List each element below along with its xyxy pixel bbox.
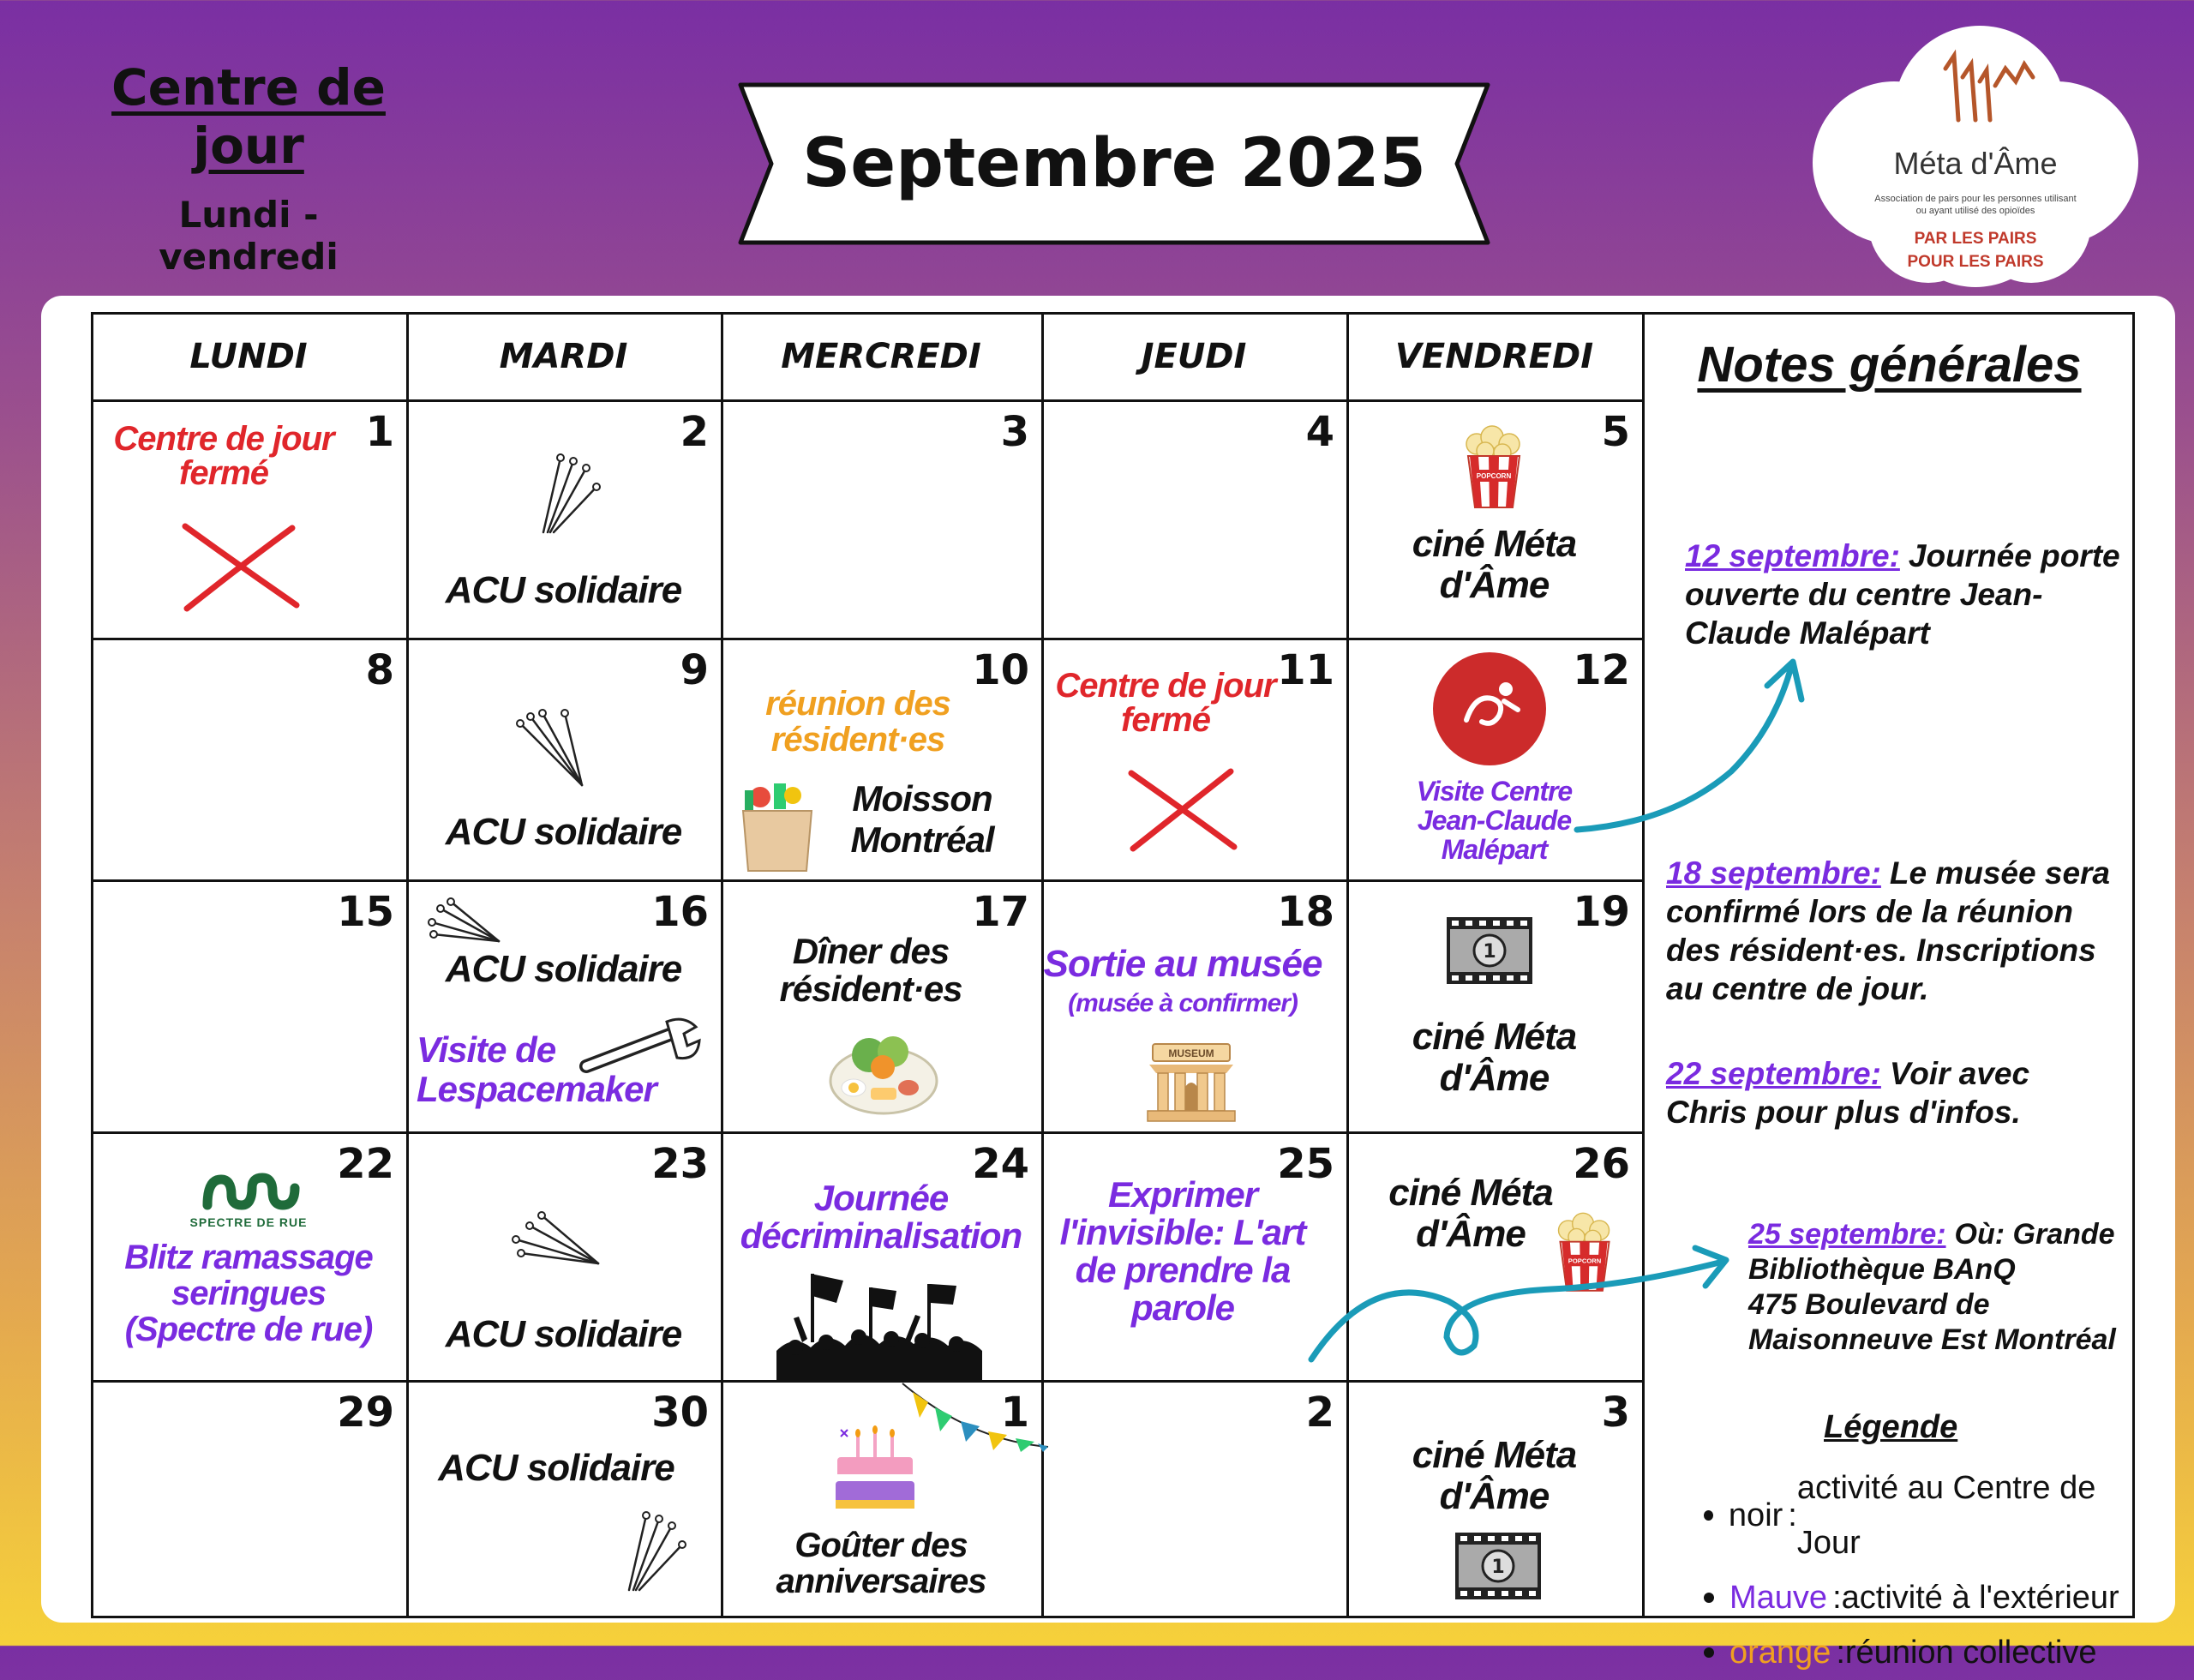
- event-acu: ACU solidaire: [445, 948, 682, 990]
- day-number: 1: [1000, 1389, 1029, 1437]
- acupuncture-needles-icon: [535, 451, 603, 537]
- legend-item-purple: [1704, 1570, 2135, 1625]
- day-cell-18: [1041, 879, 1346, 1131]
- day-cell-19: [1346, 879, 1642, 1131]
- wrench-icon: [578, 1017, 706, 1085]
- event-cine-line2: d'Âme: [1439, 564, 1550, 606]
- bunting-icon: [901, 1380, 1050, 1452]
- event-closed-line2: fermé: [179, 454, 268, 492]
- legend-sep: :: [1832, 1580, 1842, 1616]
- event-visite-line3: Malépart: [1441, 834, 1548, 865]
- event-exprimer-line2: l'invisible: L'art: [1059, 1212, 1306, 1252]
- legend-item-orange: [1704, 1625, 2135, 1680]
- day-cell-3: [721, 399, 1041, 638]
- event-gouter-line2: anniversaires: [776, 1563, 986, 1600]
- weekday-header-mercredi: MERCREDI: [781, 337, 981, 376]
- note-line: Claude Malépart: [1685, 615, 1930, 651]
- event-closed-line2: fermé: [1121, 701, 1210, 739]
- svg-text:MUSEUM: MUSEUM: [1168, 1047, 1214, 1059]
- day-cell-11: [1041, 638, 1346, 879]
- day-number: 17: [972, 888, 1029, 936]
- day-number: 30: [651, 1389, 709, 1437]
- legend-sep: :: [1836, 1635, 1845, 1671]
- day-cell-oct-2: [1041, 1380, 1346, 1618]
- day-number: 18: [1277, 888, 1334, 936]
- event-gouter-line1: Goûter des: [794, 1527, 968, 1564]
- museum-icon: [1144, 1034, 1238, 1125]
- event-moisson-line2: Montréal: [850, 819, 994, 860]
- event-closed-line1: Centre de jour: [1055, 667, 1276, 705]
- day-cell-4: [1041, 399, 1346, 638]
- note-line: Chris pour plus d'infos.: [1666, 1095, 2021, 1130]
- day-cell-25: [1041, 1131, 1346, 1380]
- day-cell-10: [721, 638, 1041, 879]
- day-number: 8: [365, 646, 394, 694]
- event-exprimer: [1041, 1176, 1324, 1327]
- logo-tagline-1: PAR LES PAIRS: [1914, 230, 2037, 248]
- logo-tagline: [1800, 227, 2151, 273]
- event-acu: ACU solidaire: [445, 1313, 682, 1355]
- event-cine-line1: ciné Méta: [1412, 1016, 1577, 1058]
- event-exprimer-line1: Exprimer: [1107, 1174, 1258, 1215]
- legend-list: [1704, 1461, 2135, 1680]
- month-title: Septembre 2025: [802, 125, 1426, 202]
- event-acu: ACU solidaire: [445, 569, 682, 611]
- day-cell-24: [721, 1131, 1041, 1380]
- day-cell-9: [406, 638, 721, 879]
- opening-days: Lundi - vendredi: [159, 194, 339, 278]
- event-moisson-line1: Moisson: [852, 778, 992, 819]
- day-number: 23: [651, 1140, 709, 1188]
- day-cell-17: [721, 879, 1041, 1131]
- note-line: 475 Boulevard de: [1748, 1288, 1990, 1321]
- event-journee-line2: décriminalisation: [740, 1215, 1022, 1256]
- note-line: Bibliothèque BAnQ: [1748, 1253, 2016, 1286]
- event-lespace-line1: Visite de: [417, 1029, 556, 1070]
- film-reel-icon: [1454, 1531, 1543, 1601]
- logo-tagline-2: POUR LES PAIRS: [1907, 253, 2044, 271]
- event-visite-line1: Visite Centre: [1416, 776, 1573, 807]
- month-banner: [737, 81, 1491, 246]
- logo-name: Méta d'Âme: [1893, 146, 2058, 181]
- spectre-label: SPECTRE DE RUE: [189, 1215, 308, 1229]
- center-title: Centre de jour: [111, 58, 386, 175]
- event-closed: [1050, 669, 1281, 737]
- day-number: 2: [680, 408, 709, 456]
- note-25-sept: [1748, 1217, 2134, 1358]
- note-line: des résident·es. Inscriptions: [1666, 933, 2096, 968]
- event-acu: ACU solidaire: [445, 811, 682, 853]
- note-18-sept: [1666, 854, 2129, 1008]
- day-number: 11: [1277, 646, 1334, 694]
- day-cell-30: [406, 1380, 721, 1618]
- day-number: 19: [1573, 888, 1630, 936]
- event-blitz: [91, 1239, 406, 1347]
- day-cell-22: [91, 1131, 406, 1380]
- day-cell-29: [91, 1380, 406, 1618]
- day-cell-8: [91, 638, 406, 879]
- note-line: au centre de jour.: [1666, 971, 1929, 1006]
- note-line: Le musée sera: [1889, 855, 2110, 891]
- acupuncture-needles-icon: [513, 706, 590, 792]
- event-closed: [108, 422, 339, 490]
- closed-cross-icon: [177, 519, 305, 614]
- event-cine-line1: ciné Méta: [1388, 1172, 1553, 1214]
- event-gouter: [721, 1527, 1041, 1599]
- day-number: 3: [1000, 408, 1029, 456]
- note-date: 18 septembre:: [1666, 855, 1881, 891]
- meta-dame-logo: [1800, 17, 2151, 291]
- day-number: 10: [972, 646, 1029, 694]
- day-cell-5: [1346, 399, 1642, 638]
- acupuncture-needles-icon: [425, 897, 502, 948]
- event-exprimer-line4: parole: [1130, 1287, 1235, 1328]
- day-number: 29: [337, 1389, 394, 1437]
- bullet-icon: [1704, 1510, 1713, 1521]
- day-cell-oct-3: [1346, 1380, 1642, 1618]
- event-acu: ACU solidaire: [438, 1447, 674, 1489]
- event-visite-line2: Jean-Claude: [1417, 805, 1572, 836]
- weekday-header-vendredi: VENDREDI: [1394, 337, 1594, 376]
- legend-text: activité au Centre de Jour: [1796, 1470, 2096, 1561]
- note-line: Voir avec: [1889, 1056, 2030, 1091]
- day-number: 3: [1601, 1389, 1630, 1437]
- general-notes: [1644, 312, 2135, 1671]
- closed-cross-icon: [1123, 766, 1243, 852]
- legend-item-black: [1704, 1461, 2135, 1570]
- weekday-header-lundi: LUNDI: [189, 337, 308, 376]
- bullet-icon: [1704, 1647, 1714, 1658]
- day-number: 15: [337, 888, 394, 936]
- event-lespace-line2: Lespacemaker: [417, 1069, 656, 1109]
- grocery-bag-icon: [736, 782, 818, 873]
- bullet-icon: [1704, 1593, 1714, 1603]
- note-line: ouverte du centre Jean-: [1685, 577, 2043, 612]
- note-line: Où: Grande: [1954, 1218, 2115, 1251]
- event-cine-line1: ciné Méta: [1412, 523, 1577, 565]
- event-moisson: [815, 778, 1029, 861]
- event-blitz-line2: seringues: [171, 1275, 326, 1312]
- event-cine: [1346, 1435, 1642, 1517]
- day-number: 9: [680, 646, 709, 694]
- event-journee-line1: Journée: [813, 1178, 949, 1218]
- day-number: 24: [972, 1140, 1029, 1188]
- day-cell-1: [91, 399, 406, 638]
- legend-color: orange: [1729, 1635, 1831, 1671]
- acupuncture-needles-icon: [620, 1509, 689, 1594]
- event-musee-note: (musée à confirmer): [1068, 989, 1298, 1017]
- legend-text: réunion collective: [1844, 1635, 2097, 1671]
- day-cell-2: [406, 399, 721, 638]
- event-journee: [721, 1179, 1041, 1255]
- note-12-sept: [1685, 537, 2131, 652]
- notes-title: Notes générales: [1697, 337, 2082, 393]
- day-number: 12: [1573, 646, 1630, 694]
- crowd-protest-icon: [776, 1265, 982, 1380]
- svg-text:POPCORN: POPCORN: [1476, 472, 1512, 480]
- day-number: 4: [1305, 408, 1334, 456]
- salad-plate-icon: [828, 1021, 939, 1115]
- event-reunion-line1: réunion des: [765, 685, 950, 723]
- acupuncture-needles-icon: [509, 1210, 603, 1270]
- weekday-header-mardi: MARDI: [499, 337, 628, 376]
- day-number: 2: [1305, 1389, 1334, 1437]
- note-date: 25 septembre:: [1748, 1218, 1946, 1251]
- legend-color: noir: [1728, 1497, 1783, 1533]
- event-cine-line2: d'Âme: [1439, 1475, 1550, 1517]
- logo-subtitle: Association de pairs pour les personnes utilisant ou ayant utilisé des opioïdes: [1874, 194, 2077, 216]
- day-number: 22: [337, 1140, 394, 1188]
- day-number: 5: [1601, 408, 1630, 456]
- event-cine-line2: d'Âme: [1439, 1057, 1550, 1099]
- legend-color: Mauve: [1729, 1580, 1828, 1616]
- spectre-de-rue-logo-icon: [201, 1171, 303, 1214]
- birthday-cake-icon: [832, 1425, 918, 1519]
- arrow-to-note-12-icon: [1568, 651, 1825, 840]
- event-reunion-line2: résident·es: [770, 721, 945, 759]
- day-number: 16: [651, 888, 709, 936]
- community-center-logo-icon: [1432, 651, 1547, 766]
- popcorn-icon: [1458, 425, 1530, 511]
- note-line: Maisonneuve Est Montréal: [1748, 1323, 2116, 1356]
- event-diner-line2: résident·es: [779, 969, 962, 1009]
- svg-text:1: 1: [1483, 941, 1496, 963]
- event-cine-line2: d'Âme: [1416, 1213, 1526, 1255]
- event-blitz-line1: Blitz ramassage: [124, 1239, 373, 1276]
- weekday-header-jeudi: JEUDI: [1141, 337, 1247, 376]
- legend-text: activité à l'extérieur: [1841, 1580, 2119, 1616]
- legend-title: Légende: [1824, 1409, 1958, 1445]
- event-closed-line1: Centre de jour: [113, 420, 334, 458]
- event-reunion: [729, 686, 986, 758]
- note-date: 12 septembre:: [1685, 538, 1900, 573]
- day-cell-23: [406, 1131, 721, 1380]
- day-cell-oct-1: [721, 1380, 1041, 1618]
- day-cell-15: [91, 879, 406, 1131]
- note-line: confirmé lors de la réunion: [1666, 894, 2073, 929]
- note-line: Journée porte: [1908, 538, 2120, 573]
- svg-text:POPCORN: POPCORN: [1568, 1257, 1602, 1265]
- day-number: 25: [1277, 1140, 1334, 1188]
- event-cine-line1: ciné Méta: [1412, 1434, 1577, 1476]
- event-diner: [721, 933, 1021, 1008]
- event-blitz-line3: (Spectre de rue): [124, 1311, 373, 1348]
- note-22-sept: [1666, 1054, 2129, 1131]
- film-reel-icon: [1445, 915, 1534, 986]
- event-diner-line1: Dîner des: [792, 931, 950, 971]
- day-cell-16: [406, 879, 721, 1131]
- note-date: 22 septembre:: [1666, 1056, 1881, 1091]
- arrow-to-note-25-icon: [1303, 1243, 1740, 1371]
- event-musee: Sortie au musée: [1043, 943, 1322, 985]
- event-exprimer-line3: de prendre la: [1075, 1250, 1291, 1290]
- event-cine: [1346, 524, 1642, 606]
- svg-text:1: 1: [1491, 1557, 1505, 1578]
- day-number: 1: [365, 408, 394, 456]
- day-number: 26: [1573, 1140, 1630, 1188]
- event-cine: [1346, 1017, 1642, 1099]
- legend-sep: :: [1788, 1497, 1797, 1533]
